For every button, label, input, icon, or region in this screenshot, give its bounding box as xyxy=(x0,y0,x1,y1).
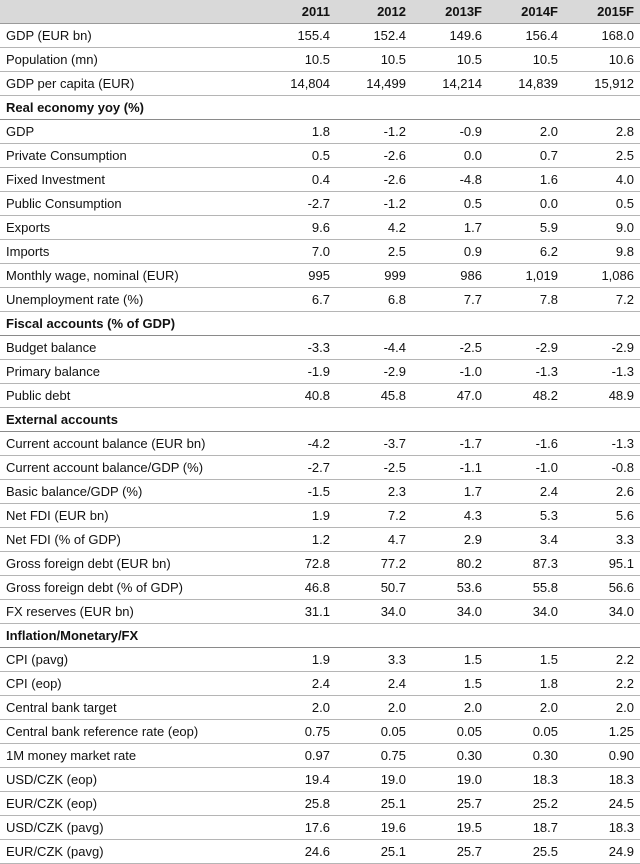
value-cell: 7.7 xyxy=(412,288,488,312)
value-cell: 18.3 xyxy=(564,768,640,792)
table-row xyxy=(0,384,640,408)
table-row xyxy=(0,360,640,384)
value-cell: 25.1 xyxy=(336,792,412,816)
row-label: Public Consumption xyxy=(0,192,260,216)
value-cell: 5.9 xyxy=(488,216,564,240)
value-cell: 0.7 xyxy=(488,144,564,168)
value-cell: 2.5 xyxy=(564,144,640,168)
column-header: 2013F xyxy=(412,0,488,24)
value-cell: 1.7 xyxy=(412,216,488,240)
value-cell: 47.0 xyxy=(412,384,488,408)
value-cell: 0.5 xyxy=(412,192,488,216)
value-cell: -2.7 xyxy=(260,192,336,216)
value-cell: 34.0 xyxy=(412,600,488,624)
value-cell: 25.2 xyxy=(488,792,564,816)
value-cell: -2.6 xyxy=(336,168,412,192)
value-cell: 1.5 xyxy=(412,648,488,672)
value-cell: 4.0 xyxy=(564,168,640,192)
value-cell: 1.5 xyxy=(412,672,488,696)
value-cell: 25.5 xyxy=(488,840,564,864)
table-row xyxy=(0,336,640,360)
value-cell: 1.7 xyxy=(412,480,488,504)
value-cell: 9.0 xyxy=(564,216,640,240)
value-cell: 152.4 xyxy=(336,24,412,48)
row-label: Central bank reference rate (eop) xyxy=(0,720,260,744)
value-cell: 14,839 xyxy=(488,72,564,96)
value-cell: -1.3 xyxy=(564,360,640,384)
value-cell: 999 xyxy=(336,264,412,288)
value-cell: 2.0 xyxy=(336,696,412,720)
value-cell: 2.3 xyxy=(336,480,412,504)
value-cell: 1,086 xyxy=(564,264,640,288)
row-label: EUR/CZK (pavg) xyxy=(0,840,260,864)
value-cell: 19.6 xyxy=(336,816,412,840)
table-row xyxy=(0,648,640,672)
value-cell: 2.4 xyxy=(336,672,412,696)
value-cell: 87.3 xyxy=(488,552,564,576)
value-cell: -1.3 xyxy=(488,360,564,384)
table-row xyxy=(0,552,640,576)
value-cell: 19.4 xyxy=(260,768,336,792)
table-row xyxy=(0,168,640,192)
value-cell: 995 xyxy=(260,264,336,288)
value-cell: 2.4 xyxy=(488,480,564,504)
value-cell: 48.9 xyxy=(564,384,640,408)
table-body xyxy=(0,24,640,864)
row-label: Current account balance (EUR bn) xyxy=(0,432,260,456)
value-cell: 7.2 xyxy=(564,288,640,312)
table-row xyxy=(0,120,640,144)
value-cell: 4.3 xyxy=(412,504,488,528)
value-cell: 1.8 xyxy=(260,120,336,144)
value-cell: 2.0 xyxy=(488,696,564,720)
value-cell: -2.7 xyxy=(260,456,336,480)
value-cell: 14,214 xyxy=(412,72,488,96)
value-cell: 2.6 xyxy=(564,480,640,504)
value-cell: 0.30 xyxy=(488,744,564,768)
value-cell: 149.6 xyxy=(412,24,488,48)
row-label: CPI (eop) xyxy=(0,672,260,696)
value-cell: 34.0 xyxy=(336,600,412,624)
value-cell: -1.7 xyxy=(412,432,488,456)
column-header: 2011 xyxy=(260,0,336,24)
table-row xyxy=(0,24,640,48)
value-cell: 55.8 xyxy=(488,576,564,600)
value-cell: -4.4 xyxy=(336,336,412,360)
value-cell: 0.75 xyxy=(260,720,336,744)
value-cell: 986 xyxy=(412,264,488,288)
value-cell: 0.5 xyxy=(564,192,640,216)
value-cell: 5.3 xyxy=(488,504,564,528)
row-label: Private Consumption xyxy=(0,144,260,168)
table-header xyxy=(0,0,640,24)
value-cell: 0.4 xyxy=(260,168,336,192)
value-cell: 0.05 xyxy=(336,720,412,744)
value-cell: 53.6 xyxy=(412,576,488,600)
table-row xyxy=(0,672,640,696)
value-cell: -0.9 xyxy=(412,120,488,144)
value-cell: -2.6 xyxy=(336,144,412,168)
value-cell: 18.3 xyxy=(564,816,640,840)
table-row xyxy=(0,840,640,864)
value-cell: 25.1 xyxy=(336,840,412,864)
value-cell: 19.5 xyxy=(412,816,488,840)
value-cell: 25.8 xyxy=(260,792,336,816)
row-label: USD/CZK (pavg) xyxy=(0,816,260,840)
value-cell: 0.90 xyxy=(564,744,640,768)
row-label: Fixed Investment xyxy=(0,168,260,192)
value-cell: 2.2 xyxy=(564,648,640,672)
row-label: Net FDI (% of GDP) xyxy=(0,528,260,552)
value-cell: -1.0 xyxy=(488,456,564,480)
value-cell: 6.8 xyxy=(336,288,412,312)
table-row xyxy=(0,288,640,312)
value-cell: 24.6 xyxy=(260,840,336,864)
column-header: 2014F xyxy=(488,0,564,24)
row-label: Central bank target xyxy=(0,696,260,720)
table-row xyxy=(0,144,640,168)
value-cell: -0.8 xyxy=(564,456,640,480)
value-cell: 6.2 xyxy=(488,240,564,264)
value-cell: 1,019 xyxy=(488,264,564,288)
row-label: FX reserves (EUR bn) xyxy=(0,600,260,624)
value-cell: 156.4 xyxy=(488,24,564,48)
value-cell: -2.9 xyxy=(336,360,412,384)
row-label: USD/CZK (eop) xyxy=(0,768,260,792)
row-label: Basic balance/GDP (%) xyxy=(0,480,260,504)
value-cell: 3.3 xyxy=(336,648,412,672)
value-cell: 15,912 xyxy=(564,72,640,96)
column-header: 2012 xyxy=(336,0,412,24)
value-cell: 14,499 xyxy=(336,72,412,96)
value-cell: 46.8 xyxy=(260,576,336,600)
value-cell: 4.2 xyxy=(336,216,412,240)
section-header-row xyxy=(0,312,640,336)
section-header-row xyxy=(0,624,640,648)
value-cell: 2.4 xyxy=(260,672,336,696)
row-label: 1M money market rate xyxy=(0,744,260,768)
table-row xyxy=(0,600,640,624)
value-cell: 7.0 xyxy=(260,240,336,264)
value-cell: -1.2 xyxy=(336,192,412,216)
value-cell: -1.3 xyxy=(564,432,640,456)
value-cell: 0.05 xyxy=(412,720,488,744)
value-cell: 80.2 xyxy=(412,552,488,576)
value-cell: 34.0 xyxy=(564,600,640,624)
value-cell: 3.4 xyxy=(488,528,564,552)
value-cell: 77.2 xyxy=(336,552,412,576)
value-cell: -2.5 xyxy=(336,456,412,480)
value-cell: -4.2 xyxy=(260,432,336,456)
row-label: Primary balance xyxy=(0,360,260,384)
value-cell: 25.7 xyxy=(412,792,488,816)
table-row xyxy=(0,528,640,552)
row-label: Unemployment rate (%) xyxy=(0,288,260,312)
value-cell: 0.5 xyxy=(260,144,336,168)
value-cell: 1.9 xyxy=(260,648,336,672)
value-cell: 2.0 xyxy=(488,120,564,144)
value-cell: 155.4 xyxy=(260,24,336,48)
value-cell: 0.05 xyxy=(488,720,564,744)
table-row xyxy=(0,816,640,840)
row-label: Imports xyxy=(0,240,260,264)
value-cell: 50.7 xyxy=(336,576,412,600)
value-cell: 45.8 xyxy=(336,384,412,408)
table-row xyxy=(0,432,640,456)
table-row xyxy=(0,480,640,504)
section-title: Inflation/Monetary/FX xyxy=(0,624,640,648)
value-cell: 10.5 xyxy=(488,48,564,72)
value-cell: 48.2 xyxy=(488,384,564,408)
table-row xyxy=(0,216,640,240)
value-cell: 6.7 xyxy=(260,288,336,312)
value-cell: 19.0 xyxy=(412,768,488,792)
value-cell: 2.2 xyxy=(564,672,640,696)
value-cell: 10.5 xyxy=(260,48,336,72)
section-title: External accounts xyxy=(0,408,640,432)
value-cell: 18.3 xyxy=(488,768,564,792)
value-cell: -3.3 xyxy=(260,336,336,360)
value-cell: 95.1 xyxy=(564,552,640,576)
row-label: CPI (pavg) xyxy=(0,648,260,672)
value-cell: 0.0 xyxy=(488,192,564,216)
value-cell: 2.9 xyxy=(412,528,488,552)
value-cell: 7.8 xyxy=(488,288,564,312)
table-row xyxy=(0,744,640,768)
value-cell: 17.6 xyxy=(260,816,336,840)
value-cell: -2.9 xyxy=(564,336,640,360)
table-row xyxy=(0,696,640,720)
row-label: Current account balance/GDP (%) xyxy=(0,456,260,480)
value-cell: -1.0 xyxy=(412,360,488,384)
row-label: GDP (EUR bn) xyxy=(0,24,260,48)
row-label: Gross foreign debt (% of GDP) xyxy=(0,576,260,600)
value-cell: 1.8 xyxy=(488,672,564,696)
value-cell: 34.0 xyxy=(488,600,564,624)
value-cell: 2.0 xyxy=(412,696,488,720)
value-cell: -1.9 xyxy=(260,360,336,384)
row-label: Population (mn) xyxy=(0,48,260,72)
value-cell: -1.1 xyxy=(412,456,488,480)
value-cell: 5.6 xyxy=(564,504,640,528)
value-cell: 1.25 xyxy=(564,720,640,744)
table-row xyxy=(0,720,640,744)
table-row xyxy=(0,504,640,528)
value-cell: 18.7 xyxy=(488,816,564,840)
table-row xyxy=(0,240,640,264)
value-cell: -3.7 xyxy=(336,432,412,456)
section-title: Real economy yoy (%) xyxy=(0,96,640,120)
value-cell: 4.7 xyxy=(336,528,412,552)
value-cell: -1.5 xyxy=(260,480,336,504)
row-label: EUR/CZK (eop) xyxy=(0,792,260,816)
table-row xyxy=(0,72,640,96)
value-cell: 2.8 xyxy=(564,120,640,144)
table-row xyxy=(0,792,640,816)
value-cell: 0.97 xyxy=(260,744,336,768)
row-label: Exports xyxy=(0,216,260,240)
value-cell: 1.5 xyxy=(488,648,564,672)
value-cell: 56.6 xyxy=(564,576,640,600)
value-cell: 1.9 xyxy=(260,504,336,528)
value-cell: 31.1 xyxy=(260,600,336,624)
row-label: Public debt xyxy=(0,384,260,408)
header-row xyxy=(0,0,640,24)
value-cell: 10.5 xyxy=(336,48,412,72)
row-label: Budget balance xyxy=(0,336,260,360)
section-header-row xyxy=(0,96,640,120)
value-cell: 19.0 xyxy=(336,768,412,792)
value-cell: 0.75 xyxy=(336,744,412,768)
row-label: Net FDI (EUR bn) xyxy=(0,504,260,528)
value-cell: -2.9 xyxy=(488,336,564,360)
section-title: Fiscal accounts (% of GDP) xyxy=(0,312,640,336)
row-label: GDP per capita (EUR) xyxy=(0,72,260,96)
value-cell: 40.8 xyxy=(260,384,336,408)
table-row xyxy=(0,192,640,216)
value-cell: 3.3 xyxy=(564,528,640,552)
value-cell: -4.8 xyxy=(412,168,488,192)
row-label: GDP xyxy=(0,120,260,144)
column-header: 2015F xyxy=(564,0,640,24)
value-cell: 14,804 xyxy=(260,72,336,96)
value-cell: 24.5 xyxy=(564,792,640,816)
value-cell: -2.5 xyxy=(412,336,488,360)
value-cell: 2.5 xyxy=(336,240,412,264)
table-row xyxy=(0,456,640,480)
header-label-cell xyxy=(0,0,260,24)
value-cell: 1.6 xyxy=(488,168,564,192)
value-cell: 25.7 xyxy=(412,840,488,864)
value-cell: 0.9 xyxy=(412,240,488,264)
value-cell: 7.2 xyxy=(336,504,412,528)
table-row xyxy=(0,48,640,72)
value-cell: -1.6 xyxy=(488,432,564,456)
table-row xyxy=(0,768,640,792)
value-cell: 9.8 xyxy=(564,240,640,264)
value-cell: 24.9 xyxy=(564,840,640,864)
value-cell: 0.0 xyxy=(412,144,488,168)
section-header-row xyxy=(0,408,640,432)
value-cell: 1.2 xyxy=(260,528,336,552)
row-label: Monthly wage, nominal (EUR) xyxy=(0,264,260,288)
value-cell: 10.5 xyxy=(412,48,488,72)
value-cell: 72.8 xyxy=(260,552,336,576)
value-cell: 168.0 xyxy=(564,24,640,48)
value-cell: 9.6 xyxy=(260,216,336,240)
row-label: Gross foreign debt (EUR bn) xyxy=(0,552,260,576)
value-cell: 10.6 xyxy=(564,48,640,72)
value-cell: 2.0 xyxy=(260,696,336,720)
value-cell: -1.2 xyxy=(336,120,412,144)
value-cell: 0.30 xyxy=(412,744,488,768)
value-cell: 2.0 xyxy=(564,696,640,720)
table-row xyxy=(0,576,640,600)
table-row xyxy=(0,264,640,288)
